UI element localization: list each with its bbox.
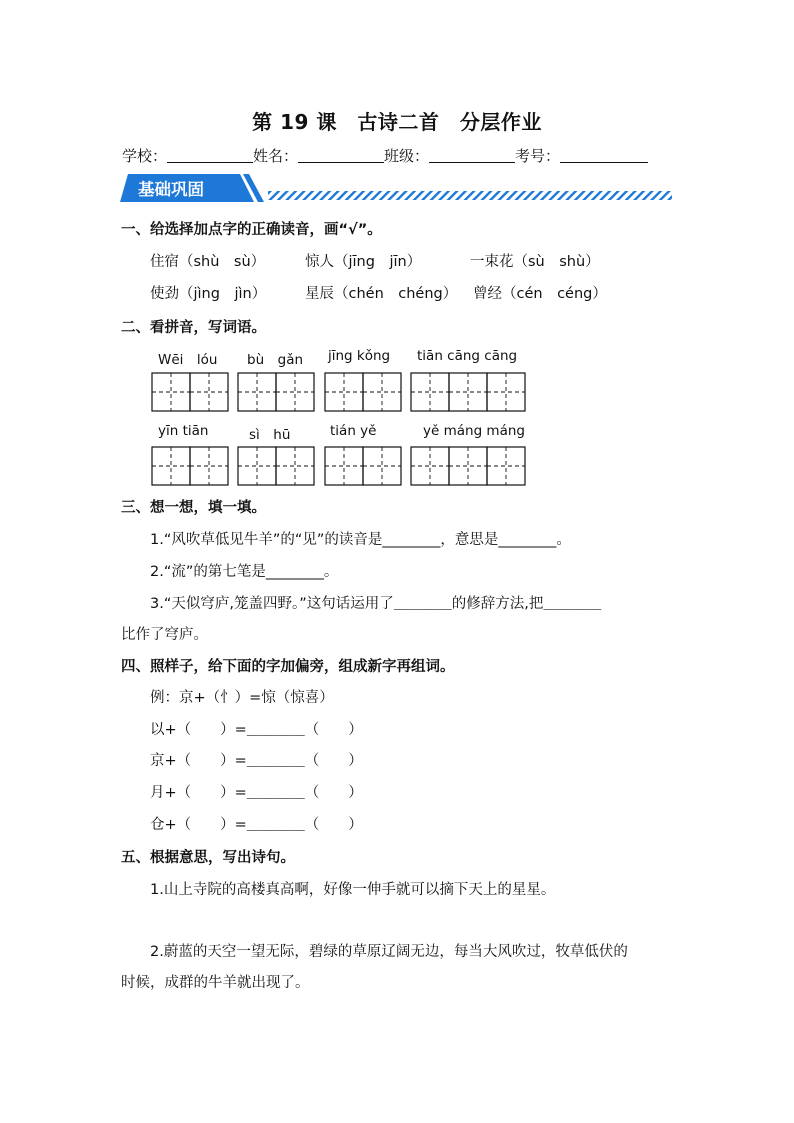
q4-item: 以+（ ）=＿＿＿＿（ ）	[150, 722, 363, 738]
q4-heading: 四、照样子，给下面的字加偏旁，组成新字再组词。	[121, 659, 455, 675]
tianzige-box[interactable]	[238, 373, 314, 411]
pinyin-label: sì hū	[249, 427, 291, 443]
q1-option: 曾经（cén céng）	[473, 286, 607, 302]
q1-option: 惊人（jīng jīn）	[305, 254, 422, 270]
student-info-line	[122, 145, 648, 166]
q3-item: 3.“天似穹庐,笼盖四野。”这句话运用了＿＿＿＿的修辞方法,把＿＿＿＿	[150, 596, 602, 612]
q4-example: 例：京+（忄）=惊（惊喜）	[150, 690, 334, 706]
q4-item: 仓+（ ）=＿＿＿＿（ ）	[150, 817, 363, 833]
pinyin-label: bù gǎn	[247, 352, 304, 368]
class-field[interactable]	[429, 147, 515, 163]
q1-heading: 一、给选择加点字的正确读音，画“√”。	[121, 222, 382, 238]
q4-item: 月+（ ）=＿＿＿＿（ ）	[150, 785, 363, 801]
tianzige-box[interactable]	[152, 447, 228, 485]
pinyin-label: tián yě	[330, 423, 377, 439]
q5-item-continued: 时候，成群的牛羊就出现了。	[121, 975, 310, 991]
q3-item: 1.“风吹草低见牛羊”的“见”的读音是________，意思是________。	[150, 532, 571, 548]
q1-option: 星辰（chén chéng）	[305, 286, 458, 302]
class-label: 班级：	[384, 147, 430, 165]
section-banner	[118, 172, 674, 204]
q1-option: 使劲（jìng jìn）	[150, 286, 267, 302]
tianzige-box[interactable]	[411, 373, 525, 411]
pinyin-label: Wēi lóu	[158, 352, 218, 368]
page-title: 第 19 课 古诗二首 分层作业	[252, 110, 542, 134]
name-field[interactable]	[298, 147, 384, 163]
q3-item: 2.“流”的第七笔是________。	[150, 564, 339, 580]
pinyin-label: yīn tiān	[158, 423, 209, 439]
name-label: 姓名：	[253, 147, 299, 165]
tianzige-box[interactable]	[411, 447, 525, 485]
banner-hatch	[268, 191, 672, 200]
exam-number-field[interactable]	[560, 147, 648, 163]
pinyin-label: tiān cāng cāng	[417, 348, 518, 364]
school-label: 学校：	[122, 147, 168, 165]
tianzige-box[interactable]	[325, 447, 401, 485]
tianzige-box[interactable]	[238, 447, 314, 485]
pinyin-label: jīng kǒng	[328, 348, 391, 364]
q4-item: 京+（ ）=＿＿＿＿（ ）	[150, 753, 363, 769]
q1-option: 一束花（sù shù）	[470, 254, 600, 270]
tianzige-box[interactable]	[325, 373, 401, 411]
q1-option: 住宿（shù sù）	[150, 254, 266, 270]
q3-item-continued: 比作了穹庐。	[121, 627, 208, 643]
pinyin-label: yě máng máng	[423, 423, 525, 439]
q3-heading: 三、想一想，填一填。	[121, 500, 266, 516]
q5-item: 2.蔚蓝的天空一望无际，碧绿的草原辽阔无边，每当大风吹过，牧草低伏的	[150, 944, 628, 960]
exam-number-label: 考号：	[515, 147, 561, 165]
q5-heading: 五、根据意思，写出诗句。	[121, 850, 295, 866]
school-field[interactable]	[167, 147, 253, 163]
banner-label: 基础巩固	[138, 180, 204, 199]
q5-item: 1.山上寺院的高楼真高啊，好像一伸手就可以摘下天上的星星。	[150, 882, 556, 898]
q2-heading: 二、看拼音，写词语。	[121, 320, 266, 336]
tianzige-box[interactable]	[152, 373, 228, 411]
